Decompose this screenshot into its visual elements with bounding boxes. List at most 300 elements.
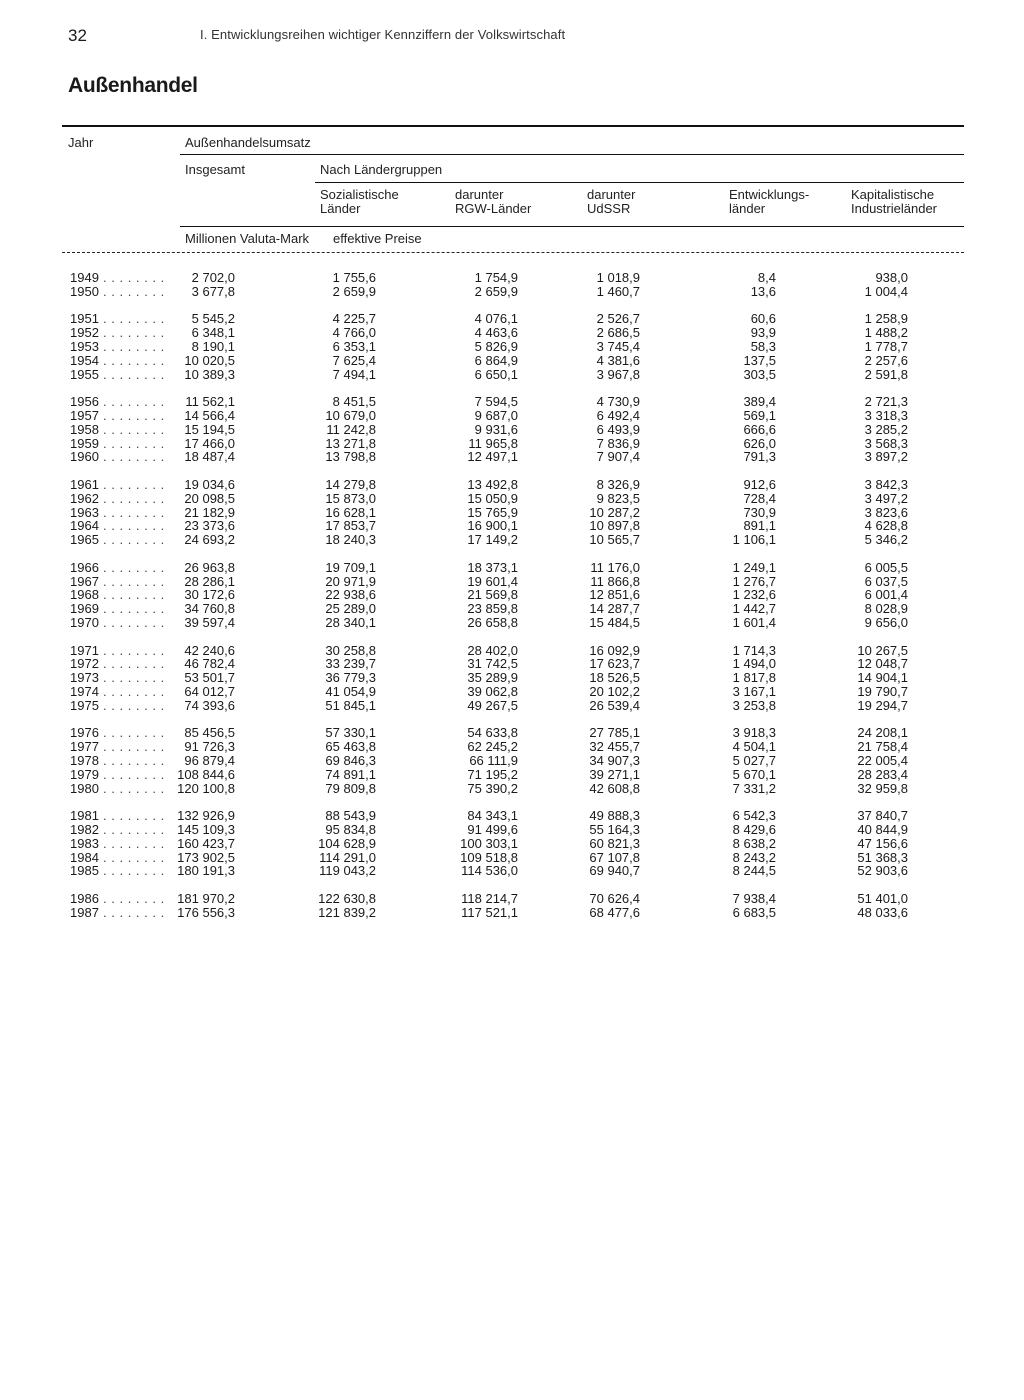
cell-total: 132 926,9	[177, 808, 235, 824]
cell-total: 15 194,5	[184, 421, 235, 437]
cell-total: 30 172,6	[184, 587, 235, 603]
cell-developing: 891,1	[743, 518, 776, 534]
cell-socialist: 65 463,8	[325, 739, 376, 755]
cell-total: 20 098,5	[184, 490, 235, 506]
cell-udssr: 70 626,4	[589, 891, 640, 906]
cell-socialist: 13 798,8	[325, 449, 376, 465]
cell-socialist: 57 330,1	[325, 725, 376, 741]
cell-rgw: 9 931,6	[474, 421, 518, 437]
cell-total: 3 677,8	[191, 283, 235, 299]
cell-developing: 1 232,6	[732, 587, 776, 603]
cell-rgw: 66 111,9	[469, 753, 518, 768]
cell-rgw: 16 900,1	[467, 518, 518, 534]
cell-developing: 60,6	[750, 311, 776, 327]
cell-year: 1970 . . .	[70, 616, 165, 630]
cell-capitalist: 32 959,8	[857, 780, 908, 796]
cell-developing: 13,6	[750, 283, 776, 299]
cell-developing: 1 494,0	[732, 656, 776, 672]
table-row	[0, 892, 1024, 906]
cell-developing: 1 714,3	[732, 642, 776, 658]
table-row	[0, 782, 1024, 796]
cell-capitalist: 40 844,9	[857, 822, 908, 837]
cell-year: 1982 . . .	[70, 823, 165, 837]
cell-year: 1971 . . .	[70, 644, 165, 658]
cell-capitalist: 19 790,7	[857, 684, 908, 699]
cell-udssr: 20 102,2	[589, 684, 640, 699]
cell-year: 1960 . . .	[70, 450, 165, 464]
cell-rgw: 6 864,9	[474, 352, 518, 368]
cell-total: 42 240,6	[184, 642, 235, 658]
cell-capitalist: 24 208,1	[857, 725, 908, 741]
cell-socialist: 20 971,9	[325, 573, 376, 589]
cell-capitalist: 5 346,2	[864, 532, 908, 548]
cell-capitalist: 4 628,8	[864, 518, 908, 534]
cell-socialist: 33 239,7	[325, 656, 376, 672]
cell-capitalist: 47 156,6	[857, 835, 908, 851]
cell-year: 1969 . . .	[70, 602, 165, 616]
table-row	[0, 492, 1024, 506]
cell-developing: 8,4	[757, 270, 776, 285]
cell-year: 1966 . . .	[70, 561, 165, 575]
cell-developing: 389,4	[743, 394, 776, 410]
table-row	[0, 354, 1024, 368]
cell-capitalist: 14 904,1	[857, 670, 908, 686]
cell-total: 11 562,1	[185, 394, 235, 410]
cell-udssr: 34 907,3	[589, 753, 640, 768]
cell-total: 74 393,6	[184, 697, 235, 713]
table-row	[0, 285, 1024, 299]
header-capitalist: Kapitalistische Industrieländer	[851, 187, 937, 216]
cell-year: 1977 . . .	[70, 740, 165, 754]
cell-total: 96 879,4	[184, 753, 235, 768]
table-row	[0, 768, 1024, 782]
cell-year: 1976 . . .	[70, 726, 165, 740]
cell-year: 1956 . . .	[70, 395, 165, 409]
cell-year: 1962 . . .	[70, 492, 165, 506]
cell-total: 6 348,1	[191, 325, 235, 341]
cell-developing: 3 167,1	[732, 684, 776, 699]
cell-total: 173 902,5	[177, 849, 235, 865]
cell-capitalist: 2 591,8	[864, 366, 908, 382]
cell-total: 176 556,3	[177, 904, 235, 920]
cell-year: 1957 . . .	[70, 409, 165, 423]
cell-year: 1974 . . .	[70, 685, 165, 699]
cell-developing: 6 683,5	[732, 904, 776, 920]
cell-year: 1979 . . .	[70, 768, 165, 782]
cell-udssr: 14 287,7	[589, 601, 640, 617]
cell-developing: 7 331,2	[732, 780, 776, 796]
cell-year: 1961 . . .	[70, 478, 165, 492]
cell-total: 17 466,0	[184, 435, 235, 451]
table-rule-header-bottom	[62, 252, 964, 253]
cell-udssr: 49 888,3	[589, 808, 640, 824]
table-rule-countries	[315, 182, 964, 183]
cell-year: 1972 . . .	[70, 657, 165, 671]
cell-total: 10 020,5	[184, 352, 235, 368]
cell-developing: 912,6	[743, 477, 776, 492]
cell-total: 46 782,4	[184, 656, 235, 672]
cell-socialist: 114 291,0	[319, 849, 376, 865]
cell-year: 1958 . . .	[70, 423, 165, 437]
cell-socialist: 19 709,1	[325, 559, 376, 575]
cell-year: 1959 . . .	[70, 437, 165, 451]
table-row	[0, 906, 1024, 920]
cell-developing: 6 542,3	[732, 808, 776, 824]
cell-socialist: 17 853,7	[325, 518, 376, 534]
cell-capitalist: 52 903,6	[857, 863, 908, 879]
cell-developing: 8 429,6	[732, 822, 776, 837]
cell-udssr: 9 823,5	[596, 490, 640, 506]
table-row	[0, 864, 1024, 878]
cell-developing: 569,1	[743, 408, 776, 423]
cell-developing: 8 244,5	[732, 863, 776, 879]
cell-rgw: 15 765,9	[467, 504, 518, 520]
cell-udssr: 10 897,8	[589, 518, 640, 534]
cell-udssr: 39 271,1	[589, 766, 640, 782]
cell-rgw: 114 536,0	[461, 863, 518, 879]
cell-rgw: 28 402,0	[467, 642, 518, 658]
cell-socialist: 15 873,0	[325, 490, 376, 506]
cell-rgw: 49 267,5	[467, 697, 518, 713]
cell-capitalist: 1 258,9	[864, 311, 908, 327]
cell-udssr: 12 851,6	[589, 587, 640, 603]
cell-developing: 4 504,1	[732, 739, 776, 755]
cell-socialist: 6 353,1	[332, 339, 376, 354]
cell-capitalist: 938,0	[875, 270, 908, 285]
cell-socialist: 4 766,0	[332, 325, 376, 341]
cell-socialist: 22 938,6	[325, 587, 376, 603]
cell-capitalist: 3 497,2	[864, 490, 908, 506]
cell-udssr: 6 493,9	[596, 421, 640, 437]
cell-rgw: 4 463,6	[474, 325, 518, 341]
cell-socialist: 14 279,8	[325, 477, 376, 492]
cell-total: 120 100,8	[177, 780, 235, 796]
table-row	[0, 271, 1024, 285]
cell-socialist: 16 628,1	[325, 504, 376, 520]
cell-year: 1950 . . .	[70, 285, 165, 299]
table-row	[0, 533, 1024, 547]
cell-developing: 1 601,4	[732, 615, 776, 630]
cell-developing: 58,3	[750, 339, 776, 354]
table-row	[0, 754, 1024, 768]
cell-socialist: 104 628,9	[318, 835, 376, 851]
cell-socialist: 28 340,1	[325, 615, 376, 630]
header-total: Insgesamt	[185, 162, 245, 177]
cell-total: 85 456,5	[184, 725, 235, 741]
cell-rgw: 2 659,9	[474, 283, 518, 299]
cell-year: 1953 . . .	[70, 340, 165, 354]
cell-rgw: 62 245,2	[467, 739, 518, 755]
cell-udssr: 6 492,4	[596, 408, 640, 423]
cell-rgw: 26 658,8	[467, 615, 518, 630]
cell-year: 1986 . . .	[70, 892, 165, 906]
table-row	[0, 368, 1024, 382]
cell-capitalist: 1 004,4	[864, 283, 908, 299]
cell-year: 1955 . . .	[70, 368, 165, 382]
cell-rgw: 6 650,1	[474, 366, 518, 382]
cell-capitalist: 51 401,0	[857, 891, 908, 906]
cell-rgw: 18 373,1	[467, 559, 518, 575]
cell-year: 1963 . . .	[70, 506, 165, 520]
cell-total: 18 487,4	[184, 449, 235, 465]
table-row	[0, 837, 1024, 851]
cell-socialist: 122 630,8	[318, 891, 376, 906]
header-year: Jahr	[68, 135, 94, 150]
cell-total: 2 702,0	[191, 270, 235, 285]
cell-rgw: 7 594,5	[474, 394, 518, 410]
cell-total: 180 191,3	[177, 863, 235, 879]
cell-rgw: 15 050,9	[467, 490, 518, 506]
cell-udssr: 7 836,9	[596, 435, 640, 451]
table-row	[0, 478, 1024, 492]
cell-year: 1984 . . .	[70, 851, 165, 865]
cell-capitalist: 12 048,7	[857, 656, 908, 672]
cell-year: 1965 . . .	[70, 533, 165, 547]
cell-rgw: 84 343,1	[467, 808, 518, 824]
cell-capitalist: 3 897,2	[864, 449, 908, 465]
cell-udssr: 2 686,5	[596, 325, 640, 341]
cell-socialist: 7 625,4	[332, 352, 376, 368]
cell-rgw: 117 521,1	[461, 904, 518, 920]
cell-rgw: 23 859,8	[467, 601, 518, 617]
cell-socialist: 4 225,7	[332, 311, 376, 327]
cell-socialist: 11 242,8	[326, 421, 376, 437]
cell-socialist: 10 679,0	[325, 408, 376, 423]
cell-udssr: 4 730,9	[596, 394, 640, 410]
cell-rgw: 39 062,8	[467, 684, 518, 699]
cell-developing: 303,5	[743, 366, 776, 382]
cell-rgw: 75 390,2	[467, 780, 518, 796]
header-udssr: darunter UdSSR	[587, 187, 636, 216]
running-header: I. Entwicklungsreihen wichtiger Kennziffern der Volkswirtschaft	[200, 27, 566, 42]
cell-udssr: 4 381,6	[596, 352, 640, 368]
page-number: 32	[68, 26, 87, 45]
cell-developing: 730,9	[743, 504, 776, 520]
cell-udssr: 3 967,8	[596, 366, 640, 382]
cell-developing: 3 253,8	[732, 697, 776, 713]
table-row	[0, 423, 1024, 437]
cell-udssr: 68 477,6	[589, 904, 640, 920]
cell-developing: 5 670,1	[732, 766, 776, 782]
cell-year: 1980 . . .	[70, 782, 165, 796]
cell-capitalist: 6 037,5	[864, 573, 908, 589]
cell-developing: 1 276,7	[732, 573, 776, 589]
cell-total: 34 760,8	[184, 601, 235, 617]
cell-socialist: 41 054,9	[325, 684, 376, 699]
cell-developing: 3 918,3	[732, 725, 776, 741]
cell-rgw: 5 826,9	[474, 339, 518, 354]
cell-total: 8 190,1	[191, 339, 235, 354]
cell-capitalist: 3 823,6	[864, 504, 908, 520]
cell-udssr: 26 539,4	[589, 697, 640, 713]
cell-year: 1973 . . .	[70, 671, 165, 685]
cell-udssr: 10 287,2	[589, 504, 640, 520]
cell-total: 23 373,6	[184, 518, 235, 534]
cell-socialist: 2 659,9	[332, 283, 376, 299]
cell-socialist: 51 845,1	[325, 697, 376, 713]
cell-total: 10 389,3	[184, 366, 235, 382]
cell-rgw: 118 214,7	[461, 891, 518, 906]
cell-year: 1983 . . .	[70, 837, 165, 851]
cell-rgw: 13 492,8	[467, 477, 518, 492]
table-row	[0, 561, 1024, 575]
table-rule-top	[62, 125, 964, 127]
cell-udssr: 42 608,8	[589, 780, 640, 796]
cell-udssr: 16 092,9	[589, 642, 640, 658]
cell-capitalist: 10 267,5	[857, 642, 908, 658]
cell-year: 1968 . . .	[70, 588, 165, 602]
cell-rgw: 4 076,1	[474, 311, 518, 327]
cell-total: 39 597,4	[184, 615, 235, 630]
header-prices: effektive Preise	[333, 231, 422, 246]
cell-socialist: 69 846,3	[325, 753, 376, 768]
table-row	[0, 823, 1024, 837]
table-row	[0, 450, 1024, 464]
cell-total: 28 286,1	[184, 573, 235, 589]
cell-udssr: 67 107,8	[589, 849, 640, 865]
cell-socialist: 13 271,8	[325, 435, 376, 451]
cell-total: 91 726,3	[184, 739, 235, 755]
cell-year: 1975 . . .	[70, 699, 165, 713]
cell-capitalist: 2 721,3	[864, 394, 908, 410]
cell-rgw: 12 497,1	[467, 449, 518, 465]
cell-capitalist: 3 318,3	[864, 408, 908, 423]
cell-year: 1949 . . .	[70, 271, 165, 285]
cell-capitalist: 6 001,4	[864, 587, 908, 603]
cell-year: 1967 . . .	[70, 575, 165, 589]
cell-udssr: 7 907,4	[596, 449, 640, 465]
header-unit: Millionen Valuta-Mark	[185, 231, 310, 246]
cell-udssr: 11 176,0	[590, 559, 640, 575]
cell-year: 1951 . . .	[70, 312, 165, 326]
cell-socialist: 119 043,2	[319, 863, 376, 879]
cell-total: 64 012,7	[184, 684, 235, 699]
cell-udssr: 17 623,7	[589, 656, 640, 672]
cell-year: 1978 . . .	[70, 754, 165, 768]
cell-capitalist: 3 285,2	[864, 421, 908, 437]
cell-capitalist: 8 028,9	[864, 601, 908, 617]
cell-capitalist: 51 368,3	[857, 849, 908, 865]
cell-socialist: 7 494,1	[332, 366, 376, 382]
cell-socialist: 121 839,2	[318, 904, 376, 920]
cell-developing: 137,5	[743, 352, 776, 368]
cell-year: 1954 . . .	[70, 354, 165, 368]
cell-total: 53 501,7	[184, 670, 235, 686]
cell-developing: 1 249,1	[732, 559, 776, 575]
cell-socialist: 30 258,8	[325, 642, 376, 658]
cell-rgw: 31 742,5	[467, 656, 518, 672]
table-row	[0, 699, 1024, 713]
cell-year: 1985 . . .	[70, 864, 165, 878]
cell-capitalist: 3 568,3	[864, 435, 908, 451]
cell-rgw: 21 569,8	[467, 587, 518, 603]
cell-rgw: 100 303,1	[460, 835, 518, 851]
cell-capitalist: 3 842,3	[864, 477, 908, 492]
cell-developing: 1 817,8	[732, 670, 776, 686]
cell-udssr: 8 326,9	[596, 477, 640, 492]
cell-year: 1964 . . .	[70, 519, 165, 533]
cell-rgw: 1 754,9	[474, 270, 518, 285]
cell-developing: 7 938,4	[732, 891, 776, 906]
cell-capitalist: 1 488,2	[864, 325, 908, 341]
cell-rgw: 35 289,9	[467, 670, 518, 686]
cell-capitalist: 19 294,7	[857, 697, 908, 713]
cell-socialist: 36 779,3	[325, 670, 376, 686]
cell-udssr: 60 821,3	[589, 835, 640, 851]
cell-developing: 1 442,7	[732, 601, 776, 617]
cell-rgw: 9 687,0	[474, 408, 518, 423]
cell-socialist: 18 240,3	[325, 532, 376, 548]
cell-udssr: 11 866,8	[590, 573, 640, 589]
cell-udssr: 15 484,5	[589, 615, 640, 630]
cell-rgw: 109 518,8	[460, 849, 518, 865]
cell-capitalist: 48 033,6	[857, 904, 908, 920]
cell-year: 1987 . . .	[70, 906, 165, 920]
table-row	[0, 616, 1024, 630]
cell-udssr: 2 526,7	[596, 311, 640, 327]
cell-udssr: 55 164,3	[589, 822, 640, 837]
cell-rgw: 11 965,8	[468, 435, 518, 451]
cell-capitalist: 9 656,0	[864, 615, 908, 630]
cell-developing: 93,9	[750, 325, 776, 341]
cell-udssr: 27 785,1	[589, 725, 640, 741]
cell-developing: 1 106,1	[732, 532, 776, 548]
cell-capitalist: 21 758,4	[857, 739, 908, 755]
cell-udssr: 3 745,4	[596, 339, 640, 354]
section-title: Außenhandel	[68, 74, 198, 97]
cell-udssr: 32 455,7	[589, 739, 640, 755]
cell-total: 26 963,8	[184, 559, 235, 575]
cell-capitalist: 1 778,7	[864, 339, 908, 354]
header-socialist: Sozialistische Länder	[320, 187, 399, 216]
cell-capitalist: 22 005,4	[857, 753, 908, 768]
table-row	[0, 685, 1024, 699]
cell-total: 21 182,9	[184, 504, 235, 520]
cell-rgw: 17 149,2	[467, 532, 518, 548]
table-row	[0, 340, 1024, 354]
cell-developing: 8 638,2	[732, 835, 776, 851]
header-developing: Entwicklungs- länder	[729, 187, 810, 216]
cell-capitalist: 6 005,5	[864, 559, 908, 575]
cell-total: 24 693,2	[184, 532, 235, 548]
cell-udssr: 10 565,7	[589, 532, 640, 548]
cell-developing: 791,3	[743, 449, 776, 465]
cell-total: 181 970,2	[177, 891, 235, 906]
cell-year: 1952 . . .	[70, 326, 165, 340]
cell-developing: 8 243,2	[732, 849, 776, 865]
cell-socialist: 88 543,9	[325, 808, 376, 824]
cell-developing: 5 027,7	[732, 753, 776, 768]
cell-socialist: 95 834,8	[325, 822, 376, 837]
cell-total: 5 545,2	[191, 311, 235, 327]
cell-total: 160 423,7	[177, 835, 235, 851]
header-group: Außenhandelsumsatz	[185, 135, 311, 150]
header-by-country-groups: Nach Ländergruppen	[320, 162, 443, 177]
cell-developing: 728,4	[743, 490, 776, 506]
cell-socialist: 79 809,8	[325, 780, 376, 796]
cell-total: 14 566,4	[184, 408, 235, 423]
cell-total: 108 844,6	[177, 766, 235, 782]
cell-year: 1981 . . .	[70, 809, 165, 823]
cell-total: 145 109,3	[177, 822, 235, 837]
cell-developing: 666,6	[743, 421, 776, 437]
cell-rgw: 19 601,4	[467, 573, 518, 589]
header-rgw: darunter RGW-Länder	[455, 187, 532, 216]
table-rule-group	[180, 154, 964, 155]
cell-rgw: 91 499,6	[467, 822, 518, 837]
cell-udssr: 1 460,7	[596, 283, 640, 299]
cell-capitalist: 2 257,6	[864, 352, 908, 368]
